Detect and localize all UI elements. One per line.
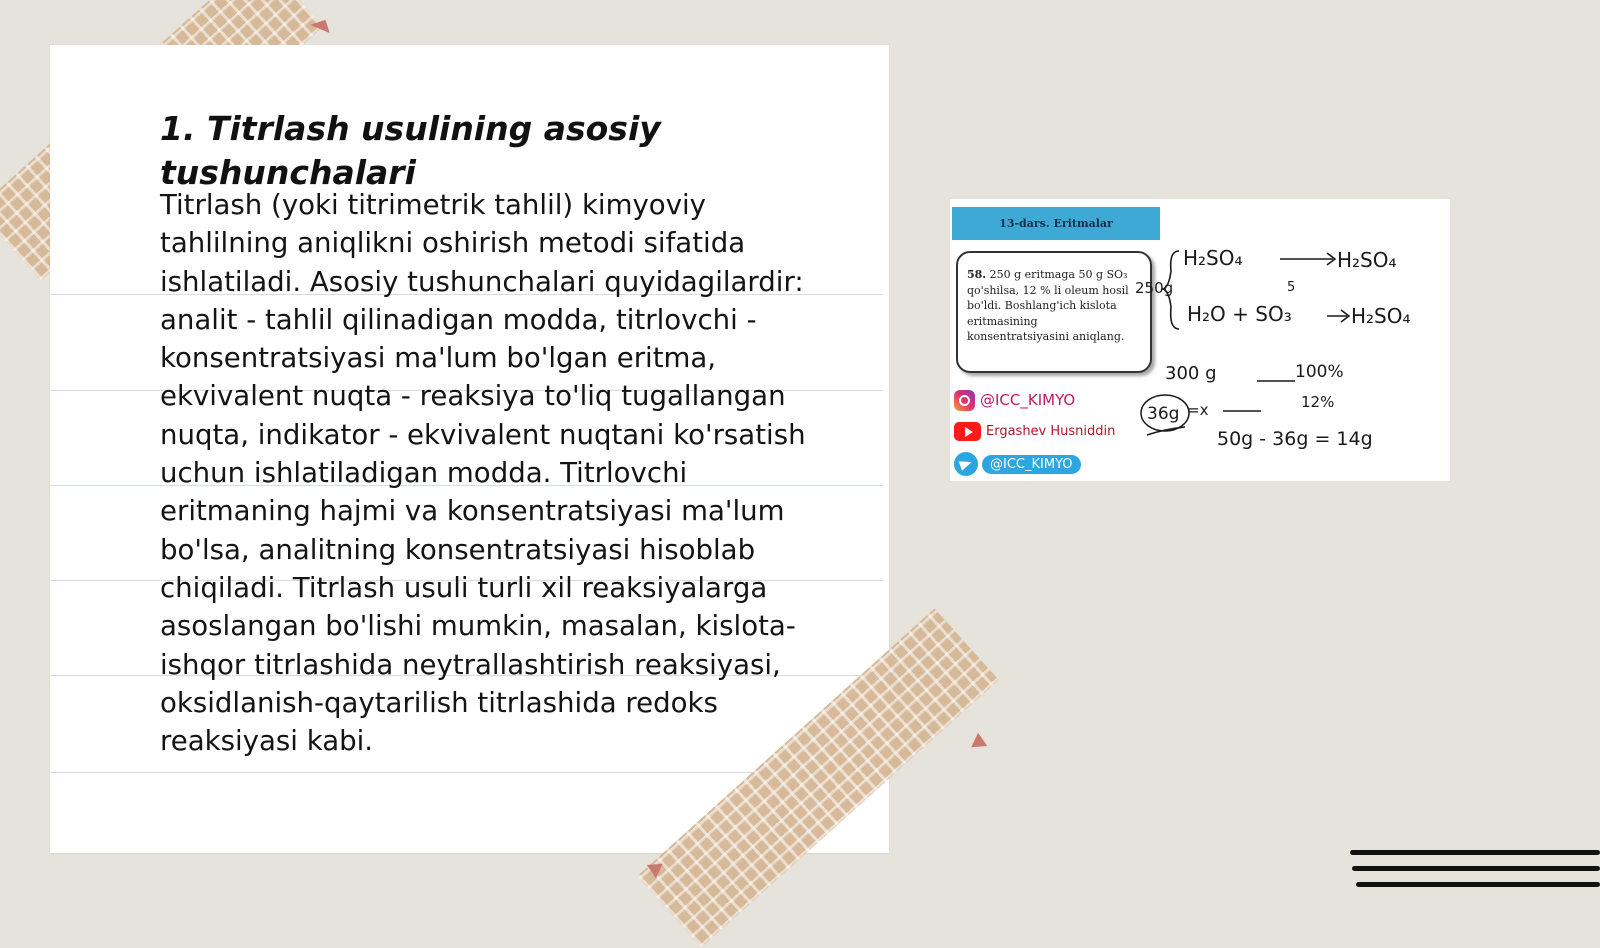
youtube-channel: Ergashev Husniddin bbox=[986, 423, 1116, 439]
handwritten-solution bbox=[1135, 229, 1445, 474]
brace-label: 250g bbox=[1135, 279, 1174, 297]
equation-1-left: H₂SO₄ bbox=[1183, 246, 1243, 270]
decorative-line bbox=[1356, 882, 1600, 887]
youtube-icon bbox=[954, 422, 981, 441]
slide-body-text: Titrlash (yoki titrimetrik tahlil) kimyoviy tahlilning aniqlikni oshirish metodi sifatida ishlatiladi. Asosiy tushunchalari quyidagilardir: analit - tahlil qilinadigan modda, titrlovchi - konsentratsiyasi ma'lum bo'lgan eritma, ekvivalent nuqta - reaksiya to'liq tugallangan nuqta, indikator - ekvivalent nuqtani ko'rsatish uchun ishlatiladigan modda. Titrlovchi eritmaning hajmi va konsentratsiyasi ma'lum bo'lsa, analitning konsentratsiyasi hisoblab chiqiladi. Titrlash usuli turli xil reaksiyalarga asoslangan bo'lishi mumkin, masalan, kislota-ishqor titrlashida neytrallashtirish reaksiyasi, oksidlanish-qaytarilish titrlashida redoks reaksiyasi kabi. bbox=[160, 188, 806, 758]
lesson-header: 13-dars. Eritmalar bbox=[952, 207, 1160, 240]
instagram-icon bbox=[954, 390, 975, 411]
tape-corner-bottom-right bbox=[971, 733, 990, 753]
handwritten-note: 5 bbox=[1287, 280, 1296, 295]
slide-title: 1. Titrlash usulining asosiy tushunchalari bbox=[160, 109, 661, 192]
telegram-link[interactable] bbox=[954, 452, 1081, 476]
youtube-link[interactable] bbox=[954, 419, 1115, 443]
problem-text bbox=[967, 267, 1142, 345]
ratio-2-right: 12% bbox=[1301, 393, 1335, 411]
ratio-2-left: 36g bbox=[1147, 404, 1180, 424]
ratio-2-mid: =x bbox=[1187, 401, 1209, 419]
equation-1-right: H₂SO₄ bbox=[1337, 248, 1397, 272]
equation-2-right: H₂SO₄ bbox=[1351, 304, 1411, 328]
decorative-line bbox=[1352, 866, 1600, 871]
tape-corner-top-left bbox=[310, 20, 330, 38]
ratio-1-right: 100% bbox=[1295, 362, 1344, 382]
notebook-paper bbox=[50, 45, 889, 853]
instagram-handle: @ICC_KIMYO bbox=[980, 391, 1076, 409]
equation-2-left: H₂O + SO₃ bbox=[1187, 302, 1292, 326]
instagram-link[interactable] bbox=[954, 388, 1075, 412]
telegram-handle: @ICC_KIMYO bbox=[982, 455, 1081, 474]
decorative-line bbox=[1350, 850, 1600, 855]
lesson-screenshot bbox=[950, 199, 1450, 481]
problem-statement: 250 g eritmaga 50 g SO₃ qo'shilsa, 12 % li oleum hosil bo'ldi. Boshlang'ich kislota eritmasining konsentratsiyasini aniqlang. bbox=[967, 268, 1129, 343]
problem-number: 58. bbox=[967, 268, 987, 281]
problem-box bbox=[956, 251, 1152, 373]
ratio-1-left: 300 g bbox=[1165, 363, 1217, 384]
result-line: 50g - 36g = 14g bbox=[1217, 428, 1373, 450]
telegram-icon bbox=[954, 452, 978, 476]
